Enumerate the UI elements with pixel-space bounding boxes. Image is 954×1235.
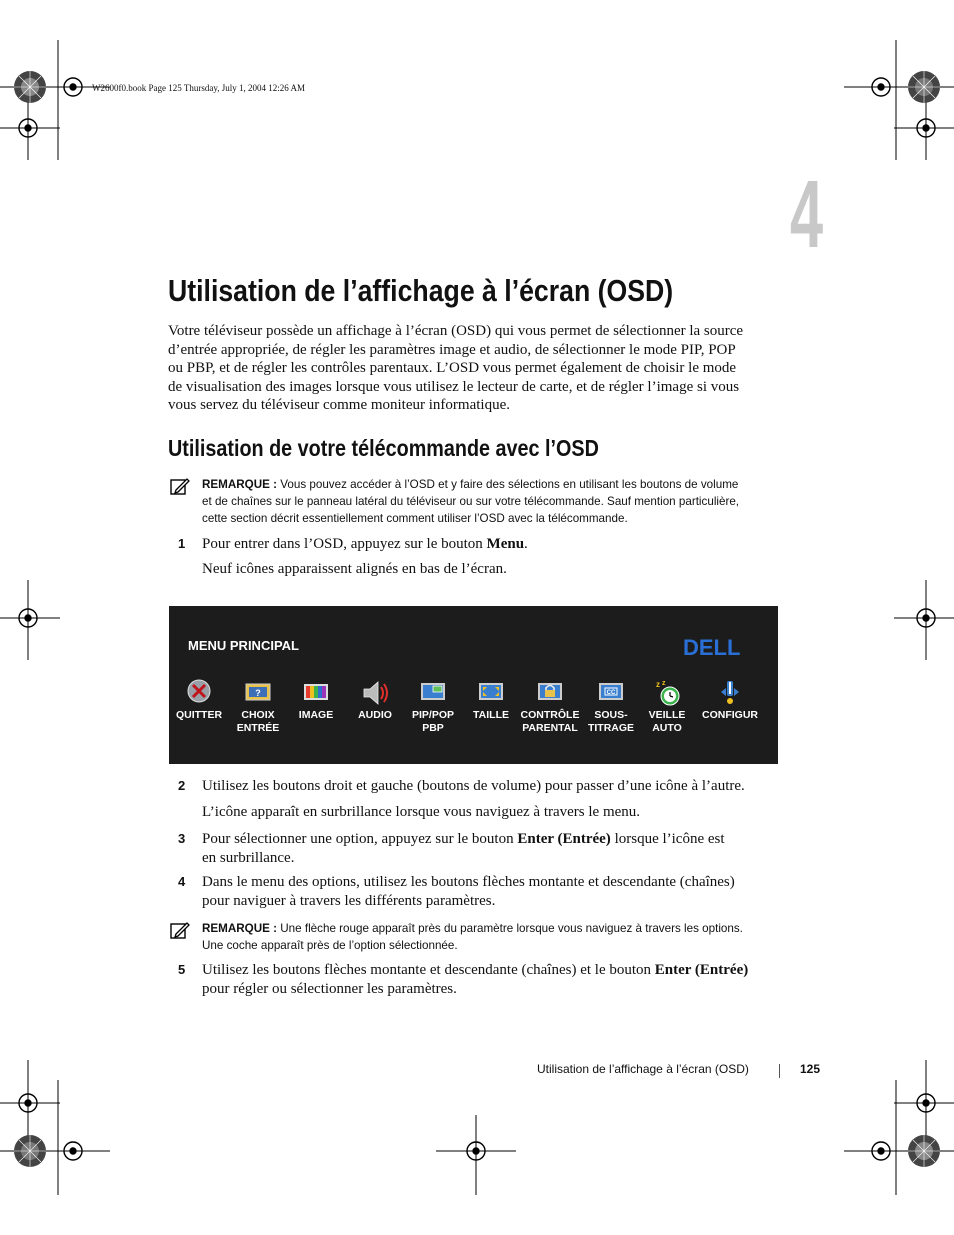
picture-icon [302, 678, 330, 704]
step-number: 5 [178, 962, 186, 977]
intro-line: de visualisation des images lorsque vous utilisez le lecteur de carte, et de régler l’image si vous [168, 378, 740, 395]
osd-item-choix-entree[interactable] [228, 678, 288, 734]
step-number: 2 [178, 778, 186, 793]
step-text: Utilisez les boutons flèches montante et descendante (chaînes) et le bouton [202, 962, 655, 978]
step-number: 4 [178, 874, 186, 889]
note-line: Une flèche rouge apparaît près du paramètre lorsque vous naviguez à travers les options. [280, 921, 743, 935]
svg-text:z: z [656, 680, 660, 689]
file-header: W2600f0.book Page 125 Thursday, July 1, 2004 12:26 AM [92, 83, 305, 93]
lock-icon [536, 678, 564, 704]
osd-item-label-2: TITRAGE [587, 721, 635, 734]
osd-item-label: CONTRÔLE [520, 709, 580, 721]
osd-item-label: CONFIGUR [702, 709, 758, 721]
section-title: Utilisation de votre télécommande avec l’OSD [168, 435, 599, 461]
osd-item-label-2: AUTO [652, 721, 682, 734]
intro-paragraph [168, 322, 778, 415]
dell-logo [683, 636, 747, 658]
quit-icon [186, 678, 212, 704]
cc-icon [597, 678, 625, 704]
dell-logo-text: DELL [683, 636, 741, 658]
intro-line: ou PBP, et de régler les contrôles parentaux. L’OSD vous permet également de choisir le mode [168, 360, 737, 377]
osd-item-label: CHOIX [241, 709, 275, 721]
osd-item-audio[interactable] [345, 678, 405, 722]
step-1-detail: Neuf icônes apparaissent alignés en bas de l’écran. [202, 561, 507, 577]
osd-item-label: VEILLE [648, 709, 686, 721]
note-line: et de chaînes sur le panneau latéral du téléviseur ou sur votre télécommande. Sauf mention particulière, [202, 494, 740, 508]
step-text: pour naviguer à travers les différents paramètres. [202, 892, 496, 909]
setup-icon [715, 678, 745, 706]
svg-text:CC: CC [606, 690, 616, 696]
note-line: Une coche apparaît près de l’option sélectionnée. [202, 938, 458, 952]
step-text: Pour entrer dans l’OSD, appuyez sur le bouton [202, 536, 487, 552]
step-bold: Menu [486, 536, 525, 552]
note-remarque-2 [202, 920, 784, 954]
osd-item-label: TAILLE [473, 709, 509, 721]
speaker-icon [360, 678, 390, 708]
svg-text:?: ? [255, 688, 261, 698]
osd-item-pip-pop-pbp[interactable] [403, 678, 463, 734]
intro-line: d’entrée appropriée, de régler les paramètres image et audio, de sélectionner le mode PIP, POP [168, 341, 736, 358]
step-text: Dans le menu des options, utilisez les boutons flèches montante et descendante (chaînes) [202, 874, 735, 890]
osd-item-quitter[interactable] [169, 678, 229, 722]
footer-chapter-title: Utilisation de l’affichage à l’écran (OSD) [537, 1062, 749, 1076]
page-number: 125 [800, 1062, 821, 1076]
osd-item-label-2: PARENTAL [522, 721, 578, 734]
osd-main-menu [169, 606, 778, 764]
note-label: REMARQUE : [202, 921, 278, 935]
note-label: REMARQUE : [202, 477, 278, 491]
note-line: Vous pouvez accéder à l’OSD et y faire des sélections en utilisant les boutons de volume [280, 477, 739, 491]
footer-separator [779, 1064, 780, 1078]
note-pencil-icon [170, 921, 190, 939]
note-pencil-icon [170, 477, 190, 495]
osd-item-label: PIP/POP [411, 709, 454, 721]
step-text: en surbrillance. [202, 849, 295, 866]
step-text: Utilisez les boutons droit et gauche (boutons de volume) pour passer d’une icône à l’autre. [202, 778, 745, 794]
input-select-icon [244, 678, 272, 704]
size-icon [477, 678, 505, 704]
osd-item-label-2: ENTRÉE [236, 721, 280, 734]
osd-item-label: SOUS- [594, 709, 628, 721]
intro-line: Votre téléviseur possède un affichage à l’écran (OSD) qui vous permet de sélectionner la source [168, 323, 744, 339]
page-title: Utilisation de l’affichage à l’écran (OSD) [168, 273, 674, 308]
step-bold: Enter (Entrée) [654, 962, 749, 978]
osd-item-label: QUITTER [175, 709, 223, 721]
step-text: lorsque l’icône est [610, 831, 725, 847]
note-line: cette section décrit essentiellement comment utiliser l’OSD avec la télécommande. [202, 511, 628, 525]
osd-item-label: AUDIO [358, 709, 392, 721]
step-text: pour régler ou sélectionner les paramètres. [202, 980, 457, 997]
intro-line: vous servez du téléviseur comme moniteur informatique. [168, 397, 510, 414]
step-number: 3 [178, 831, 186, 846]
chapter-number: 4 [790, 161, 824, 268]
step-bold: Enter (Entrée) [517, 831, 611, 847]
osd-item-controle-parental[interactable] [520, 678, 580, 734]
note-remarque-1 [202, 476, 784, 527]
step-text: Pour sélectionner une option, appuyez sur le bouton [202, 831, 518, 847]
osd-item-label: IMAGE [298, 709, 334, 721]
sleep-timer-icon [652, 678, 682, 706]
osd-item-configur[interactable] [697, 678, 763, 722]
osd-item-veille-auto[interactable] [637, 678, 697, 734]
step-number: 1 [178, 536, 186, 551]
osd-item-label-2: PBP [422, 721, 444, 734]
svg-text:z: z [662, 680, 666, 687]
osd-item-sous-titrage[interactable] [581, 678, 641, 734]
osd-item-image[interactable] [286, 678, 346, 722]
step-text: . [524, 536, 528, 552]
osd-item-taille[interactable] [461, 678, 521, 722]
step-2-detail: L’icône apparaît en surbrillance lorsque vous naviguez à travers le menu. [202, 804, 641, 820]
pip-icon [419, 678, 447, 704]
osd-menu-title: MENU PRINCIPAL [188, 638, 299, 653]
